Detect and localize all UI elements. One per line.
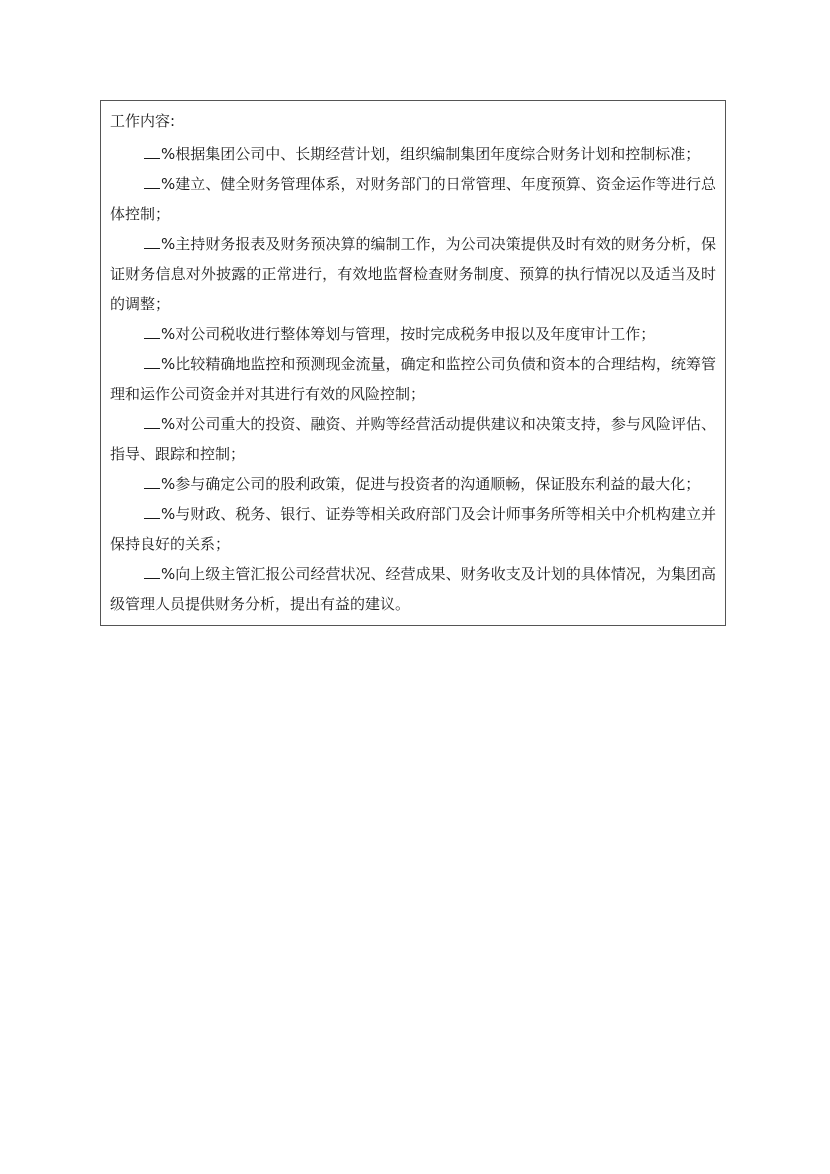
fill-blank: [144, 354, 160, 369]
duty-item-3: [110, 229, 716, 319]
duty-text: %对公司重大的投资、融资、并购等经营活动提供建议和决策支持，参与风险评估、指导、跟踪和控制；: [110, 415, 716, 463]
fill-blank: [144, 414, 160, 429]
duty-text: %向上级主管汇报公司经营状况、经营成果、财务收支及计划的具体情况，为集团高级管理人员提供财务分析，提出有益的建议。: [110, 565, 716, 613]
fill-blank: [144, 234, 160, 249]
duty-item-6: [110, 409, 716, 469]
section-heading: 工作内容:: [110, 112, 176, 130]
duty-item-4: [110, 319, 716, 349]
duty-item-9: [110, 559, 716, 619]
job-content-box: [100, 100, 726, 626]
duty-text: %主持财务报表及财务预决算的编制工作，为公司决策提供及时有效的财务分析，保证财务信息对外披露的正常进行，有效地监督检查财务制度、预算的执行情况以及适当及时的调整；: [110, 235, 716, 313]
fill-blank: [144, 564, 160, 579]
duty-text: %参与确定公司的股利政策，促进与投资者的沟通顺畅，保证股东利益的最大化；: [161, 475, 701, 493]
fill-blank: [144, 504, 160, 519]
fill-blank: [144, 174, 160, 189]
duty-text: %建立、健全财务管理体系，对财务部门的日常管理、年度预算、资金运作等进行总体控制；: [110, 175, 716, 223]
duty-text: %根据集团公司中、长期经营计划，组织编制集团年度综合财务计划和控制标准；: [161, 145, 701, 163]
fill-blank: [144, 474, 160, 489]
duty-item-2: [110, 169, 716, 229]
fill-blank: [144, 324, 160, 339]
duty-text: %比较精确地监控和预测现金流量，确定和监控公司负债和资本的合理结构，统筹管理和运作公司资金并对其进行有效的风险控制；: [110, 355, 716, 403]
duty-item-7: [110, 469, 716, 499]
duty-item-5: [110, 349, 716, 409]
fill-blank: [144, 144, 160, 159]
duty-item-8: [110, 499, 716, 559]
duty-text: %对公司税收进行整体筹划与管理，按时完成税务申报以及年度审计工作；: [161, 325, 656, 343]
duty-text: %与财政、税务、银行、证券等相关政府部门及会计师事务所等相关中介机构建立并保持良好的关系；: [110, 505, 716, 553]
duty-item-1: [110, 139, 716, 169]
